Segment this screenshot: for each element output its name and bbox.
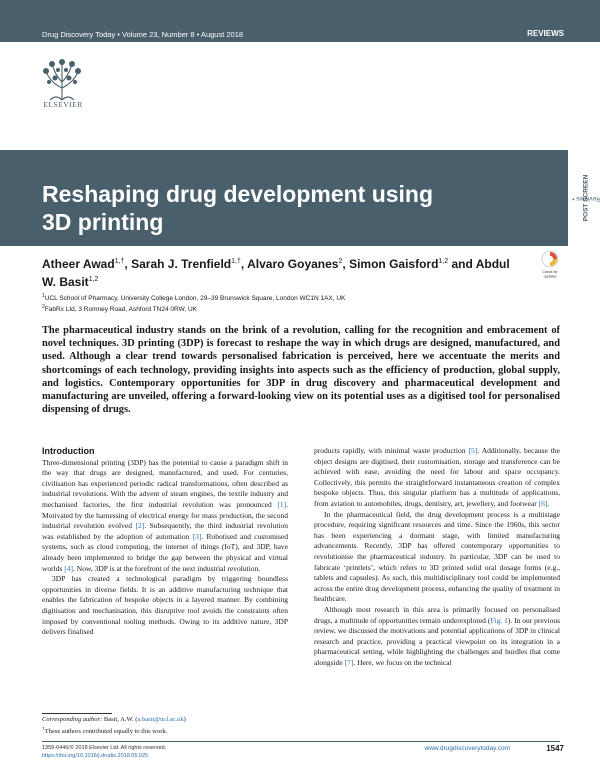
affiliation-1-text: UCL School of Pharmacy, University College London, 29–39 Brunswick Square, London WC1N 1AX, UK: [44, 295, 346, 303]
author-name: Alvaro Goyanes: [247, 257, 339, 271]
author-list: Atheer Awad$^{1,\dagger}$, Sarah J. Trenfield$^{1,\dagger}$, Alvaro Goyanes$^2$, Simon Gaisford$^{1,2}$ and Abdul W. Basit$^{1,2}$: [42, 257, 510, 289]
corresponding-label: Corresponding author:: [42, 716, 103, 723]
reference-link[interactable]: [6]: [538, 498, 548, 508]
article-title-line-2: 3D printing: [42, 209, 164, 235]
article-title: [42, 180, 542, 236]
reference-link[interactable]: [1]: [277, 499, 287, 509]
journal-website-link[interactable]: www.drugdiscoverytoday.com: [424, 745, 510, 752]
author-affiliation-marker: 1,2: [88, 276, 99, 283]
corresponding-email-link[interactable]: a.basit@ucl.ac.uk: [137, 716, 184, 723]
equal-contribution-note: [42, 726, 292, 735]
right-paragraph-3: Although most research in this area is primarily focused on personalised drugs, a multitude of opportunities remain underexplored (Fig. 1). In our previous review, we discussed the motivations and potential applications of 3DP in clinical research and practice, providing a practical viewpoint on its integration in a pharmaceutical setting, while highlighting the challenges and hurdles that come alongside [7]. Here, we focus on the technical: [314, 604, 560, 667]
author-affiliation-marker: 1,2: [438, 258, 449, 265]
right-paragraph-1: products rapidly, with minimal waste production [5]. Additionally, because the object designs are digitised, their customisation, storage and transference can be achieved with ease, avoiding the need for labour and space occupancy. Collectively, this permits the straightforward instantaneous creation of complex bespoke objects. Thus, this singular platform has a multitude of applications, from aviation to automobiles, drugs, dentistry, art, jewellery, and footwear [6].: [314, 446, 560, 508]
affiliation-1-marker: 1: [42, 293, 45, 299]
side-section-tab: [571, 150, 600, 246]
body-column-left: [42, 446, 288, 638]
left-paragraph-2: 3DP has created a technological paradigm by triggering boundless opportunities in diverse fields. It is an additive manufacturing technique that enables the fabrication of bespoke objects in a layered manner. By combining digitisation and mechanisation, this disruptive tool avoids the constraints often imposed by conventional tooling methods. Owing to its additive nature, 3DP delivers finalised: [42, 574, 288, 637]
corresponding-close: ): [183, 716, 186, 723]
abstract: The pharmaceutical industry stands on the brink of a revolution, calling for the recognition and embracement of novel techniques. 3D printing (3DP) is forecast to reshape the way in which drugs are designed, manufactured, and used. Although a clear trend towards personalised fabrication is perceived, here we accentuate the merits and shortcomings of each technology, providing insights into aspects such as the efficiency of production, global supply, and logistics. Contemporary opportunities for 3DP in drug discovery and pharmaceutical development and manufacturing are unveiled, offering a forward-looking view on its potential uses as a digitised tool for personalised dispensing of drugs.: [42, 325, 560, 416]
side-tab-bold: POST SCREEN: [582, 174, 590, 222]
equal-contribution-text: These authors contributed equally to this work.: [44, 728, 168, 736]
author-name: Abdul W. Basit: [42, 257, 510, 289]
author-name: Sarah J. Trenfield: [131, 257, 232, 271]
reference-link[interactable]: [5]: [468, 446, 478, 455]
affiliation-1: [42, 293, 542, 302]
reference-link[interactable]: [7]: [344, 657, 354, 667]
author-name: Atheer Awad: [42, 257, 115, 271]
journal-header-bar: [0, 0, 600, 42]
footnote-divider: [42, 713, 112, 714]
publisher-name: ELSEVIER: [43, 100, 83, 109]
badge-line-1: Check for: [542, 270, 558, 274]
check-for-updates-badge[interactable]: [538, 250, 562, 280]
corresponding-name: Basit, A.W. (: [102, 716, 138, 723]
reference-link[interactable]: [2]: [135, 521, 145, 531]
section-label: REVIEWS: [527, 29, 564, 38]
affiliation-2: [42, 304, 542, 313]
affiliation-2-marker: 2: [42, 304, 45, 310]
corresponding-author-note: [42, 716, 292, 723]
article-title-line-1: Reshaping drug development using: [42, 181, 434, 207]
right-paragraph-2: In the pharmaceutical field, the drug development process is a multistage procedure, requiring significant resources and time. Since the 1960s, this sector has been experiencing a dormant stage, with limited manufacturing advancements. Recently, 3DP has offered contemporary opportunities to revolutionise the pharmaceutical industry. In particular, 3DP can be used to fabricate ‘printlets’, which refers to 3D printed solid oral dosage forms (e.g., tablets and capsules). As such, this multidisciplinary tool could be implemented across the entire drug development process, enhancing the quality of treatment in healthcare.: [314, 509, 560, 604]
reference-link[interactable]: [4]: [64, 563, 74, 573]
author-affiliation-marker: 1,†: [231, 258, 241, 265]
badge-line-2: updates: [543, 274, 557, 279]
side-tab-light: Reviews •: [571, 194, 600, 202]
footer-divider: [42, 741, 560, 742]
section-heading-introduction: Introduction: [42, 446, 95, 456]
issn-copyright: 1359-6446/© 2018 Elsevier Ltd. All rights reserved.: [42, 745, 167, 751]
affiliation-2-text: FabRx Ltd, 3 Romney Road, Ashford TN24 0RW, UK: [44, 306, 198, 314]
author-name: Simon Gaisford: [349, 257, 439, 271]
page-number: 1547: [546, 744, 564, 753]
reference-link[interactable]: Fig. 1: [490, 615, 508, 625]
doi-link[interactable]: https://doi.org/10.1016/j.drudis.2018.05.025: [42, 753, 149, 759]
equal-contribution-marker: †: [42, 726, 45, 732]
reference-link[interactable]: [3]: [192, 531, 202, 541]
journal-citation: Drug Discovery Today • Volume 23, Number 8 • August 2018: [42, 30, 244, 39]
author-affiliation-marker: 1,†: [114, 258, 125, 265]
body-column-right: [314, 446, 560, 668]
title-banner: [0, 150, 568, 246]
left-paragraph-1: Three-dimensional printing (3DP) has the potential to cause a paradigm shift in the way that drugs are designed, manufactured, and used. For centuries, civilisation has experienced periodic radical transformations, often described as industrial revolutions. With the advent of steam engines, the textile industry and mechanised factories, the first industrial revolution was pronounced [1]. Motivated by the harnessing of electrical energy for mass production, the second industrial revolution evolved [2]. Subsequently, the third industrial revolution was established by the adoption of automation [3]. Robotised and customised systems, such as cloud computing, the internet of things (IoT), and 3DP, have already been implemented to bridge the gap between the physical and virtual worlds [4]. Now, 3DP is at the forefront of the next industrial revolution.: [42, 457, 289, 573]
author-affiliation-marker: 2: [338, 258, 343, 265]
